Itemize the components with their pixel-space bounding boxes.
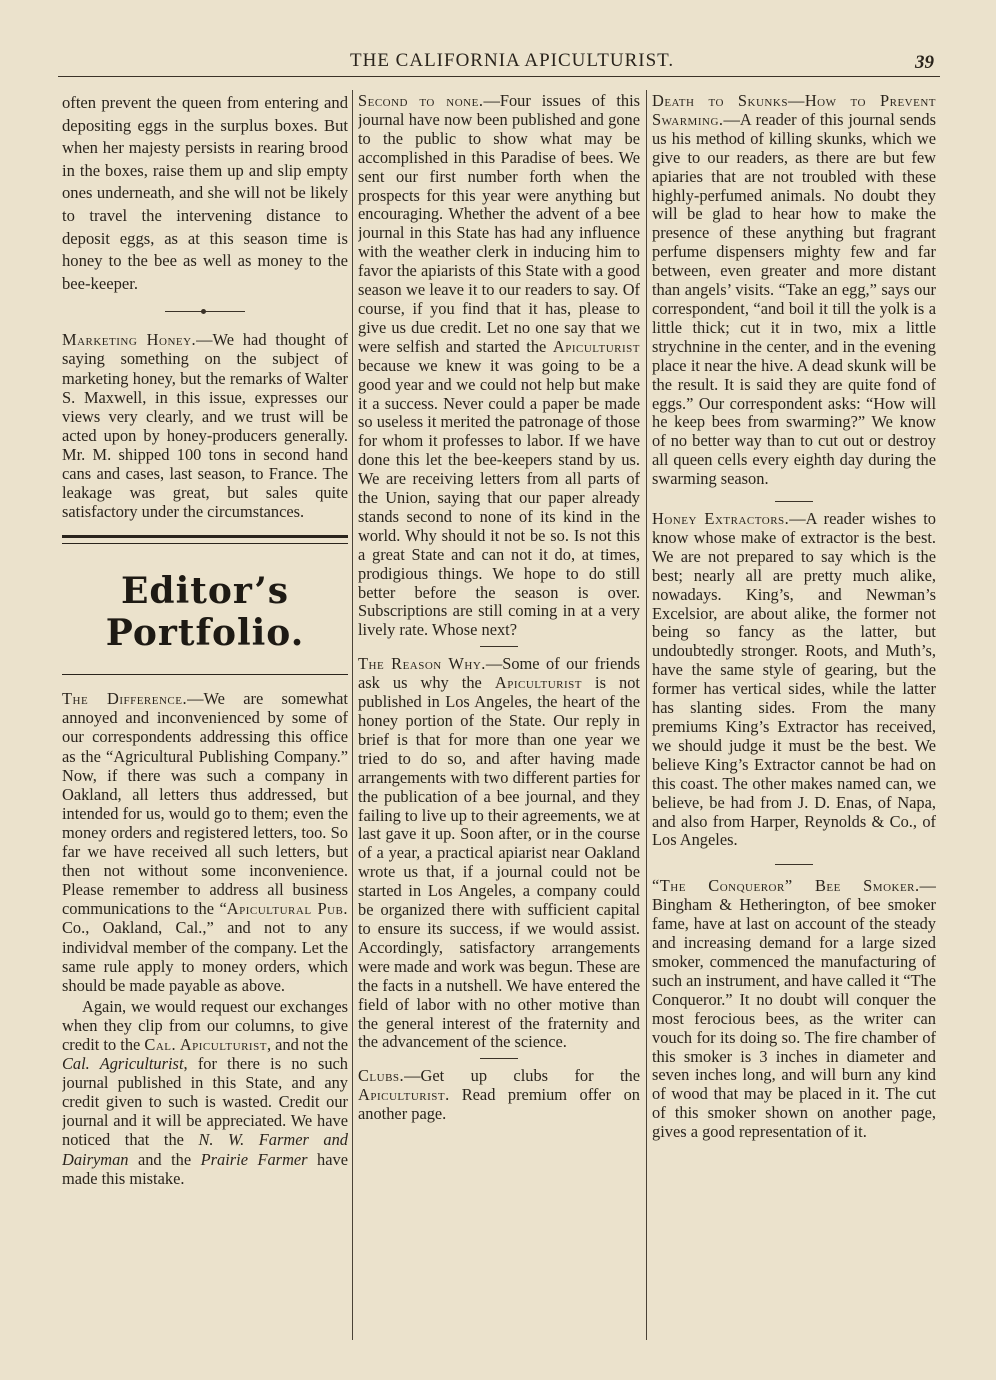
article-honey-extractors (652, 510, 936, 850)
journal-name: Apiculturist (358, 1085, 446, 1105)
column-1 (62, 92, 348, 1340)
running-title: THE CALIFORNIA APICULTURIST. (350, 50, 675, 71)
article-body: —Four issues of this journal have now been published and gone to the public to show what may be accomplished in this Paradise of bees. We sent our first number forth when the prospects for this year were anything but encouraging. Whether the advent of a bee journal in this State has had any influence with the weather clerk in inducing him to favor the apiarists of this State with a good season we leave it to our readers to say. Of course, if you find that it has, please to give us due credit. Let no one say that we were selfish and started the (358, 92, 640, 356)
article-second-to-none (358, 92, 640, 640)
header-rule (58, 76, 940, 77)
page-number: 39 (915, 52, 934, 73)
journal-name: Apiculturist (494, 673, 582, 693)
separator-rule (480, 1058, 518, 1059)
running-head (0, 50, 996, 76)
article-marketing-honey (62, 330, 348, 521)
section-heading-block (62, 535, 348, 675)
column-2 (358, 92, 640, 1340)
article-body: . Read premium offer on another page. (358, 1085, 640, 1124)
text-run: , for there is no such journal published in this State, and any credit given to such is wasted. Credit our journal and it will be appreciated. We have noticed that the (62, 1054, 348, 1150)
column-divider (352, 90, 353, 1340)
article-body: —A reader of this journal sends us his method of killing skunks, which we give to our readers, as there are but few apiaries that are not troubled with these highly-perfumed animals. No doubt they will be glad to hear how to make the presence of these anything but fragrant perfume dispensers mighty few and far between, even greater and more distant than angels’ visits. “Take an egg,” says our correspondent, “and boil it till the yolk is a little thick; cut it in two, mix a little strychnine in the center, and in the evening place it near the hive. A dead skunk will be the result. It is said they are quite fond of eggs.” Our correspondent asks: “How will he keep bees from swarming?” We know of no better way than to cut out or destroy all queen cells every eighth day during the swarming season. (652, 109, 936, 489)
article-the-difference (62, 689, 348, 995)
article-body: —We had thought of saying something on the subject of marketing honey, but the remarks of Walter S. Maxwell, in this issue, expresses our views very clearly, and we trust will be acted upon by honey-producers generally. Mr. M. shipped 100 tons in second hand cans and cases, last season, to France. The leakage was great, but sales quite satisfactory under the circumstances. (62, 330, 348, 522)
text-run: have made this mistake. (62, 1149, 348, 1188)
section-heading: Editor’s Portfolio. (105, 570, 305, 655)
article-body: —Some of our friends ask us why the (358, 654, 640, 693)
article-title: Second to none. (358, 92, 484, 110)
double-rule (62, 535, 348, 544)
article-body: —Get up clubs for the (404, 1066, 640, 1086)
separator-rule (480, 646, 518, 647)
article-title: “The Conqueror” Bee Smoker. (652, 876, 920, 896)
text-run: and the (128, 1149, 201, 1169)
article-title-continued: —How to Prevent Swarming. (652, 92, 936, 129)
article-title: Marketing Honey. (62, 330, 197, 350)
article-title: Clubs. (358, 1066, 405, 1086)
article-body: is not published in Los Angeles, the heart of the honey portion of the State. Our reply in brief is that for more than one year we tried to do so, and after having made arrangements with two different parties for the publication of a bee journal, and they failing to live up to their agreements, we at last gave it up. Soon after, or in the course of a year, a practical apiarist near Oakland wrote us that, if a journal could not be started in Los Angeles, a company could be organized there with sufficient capital to ensure its success, if we would assist. Accordingly, satisfactory arrangements were made and work was begun. These are the facts in a nutshell. We have entered the field of labor with no other motive than the general interest of the fraternity and the advancement of the science. (358, 673, 640, 1052)
section-rule (62, 674, 348, 675)
column-3 (652, 92, 936, 1340)
article-again (62, 997, 348, 1188)
separator-rule (775, 864, 813, 865)
text-run: Again, we would request our exchanges when they clip from our columns, to give credit to the (62, 996, 348, 1054)
article-body-end: Co., Oakland, Cal.,” and not to any individval member of the company. Let the same rule apply to money orders, which should be made payable as above. (62, 918, 348, 995)
journal-name: N. W. Farmer and Dairyman (62, 1130, 348, 1169)
article-title: Honey Extractors. (652, 509, 790, 529)
journal-name: Cal. Apiculturist (144, 1034, 267, 1054)
article-title: Death to Skunks (652, 92, 788, 110)
separator-rule (775, 501, 813, 502)
article-body: —Bingham & Hetherington, of bee smoker fame, have at last on account of the steady and increasing demand for a large sized smoker, commenced the manufacturing of such an instrument, and have called it “The Conqueror.” It no doubt will conquer the most ferocious bees, as the writer can vouch for its doing so. The fire chamber of this smoker is 3 inches in diameter and seven inches long, and will burn any kind of wood that may be placed in it. The cut of this smoker shown on another page, gives a good representation of it. (652, 876, 936, 1142)
article-death-to-skunks (652, 92, 936, 489)
article-body: because we knew it was going to be a good year and we could not help but make it a success. Never could a paper be made so useless it merited the patronage of those for whom it professes to labor. If we have done this let the bee-keepers stand by us. We are receiving letters from all parts of the Union, saying that our paper already stands second to none of its kind in the world. Why should it not be so. Is not this a great State and can not it do, at times, prodigious things. We hope to do still better before the season is over. Subscriptions are still coming in at a very lively rate. Whose next? (358, 355, 640, 640)
journal-name: Prairie Farmer (200, 1149, 308, 1169)
address-smallcaps: Apicultural Pub. (226, 899, 348, 919)
article-body: —We are somewhat annoyed and inconvenienced by some of our correspondents addressing this office as the “Agricultural Publishing Company.” Now, if there was such a company in Oakland, all letters thus addressed, but intended for us, would go to them; even the money orders and registered letters, too. So far we have received all such letters, but then not without some inconvenience. Please remember to address all business communications to the “ (62, 689, 348, 919)
column-divider (646, 90, 647, 1340)
ornament-rule (165, 311, 245, 312)
journal-name: Cal. Agriculturist (62, 1054, 184, 1074)
article-title: The Difference. (62, 689, 188, 709)
article-reason-why (358, 655, 640, 1052)
article-clubs (358, 1067, 640, 1124)
article-conqueror-smoker (652, 877, 936, 1142)
paragraph-queen-boxes: often prevent the queen from entering and depositing eggs in the surplus boxes. But when her majesty persists in rearing brood in the boxes, raise them up and slip empty ones underneath, and she will not be likely to travel the intervening distance to deposit eggs, as at this season time is honey to the bee as well as money to the bee-keeper. (62, 93, 348, 293)
journal-name: Apiculturist (552, 336, 640, 356)
article-body: —A reader wishes to know whose make of extractor is the best. We are not prepared to say which is the best; nearly all are pretty much alike, nowadays. King’s, and Newman’s Excelsior, are about alike, the former not being so fancy as the latter, but undoubtedly stronger. Roots, and Muth’s, have the same style of gearing, but the former has vertical sides, while the latter has slanting sides. From the many premiums King’s Extractor has received, we should judge it must be the best. We believe King’s Extractor cannot be had on this coast. The other makes named can, we believe, be had from J. D. Enas, of Napa, and also from Harper, Reynolds & Co., of Los Angeles. (652, 509, 936, 850)
text-run: , and not the (266, 1034, 348, 1054)
article-title: The Reason Why. (358, 654, 486, 674)
